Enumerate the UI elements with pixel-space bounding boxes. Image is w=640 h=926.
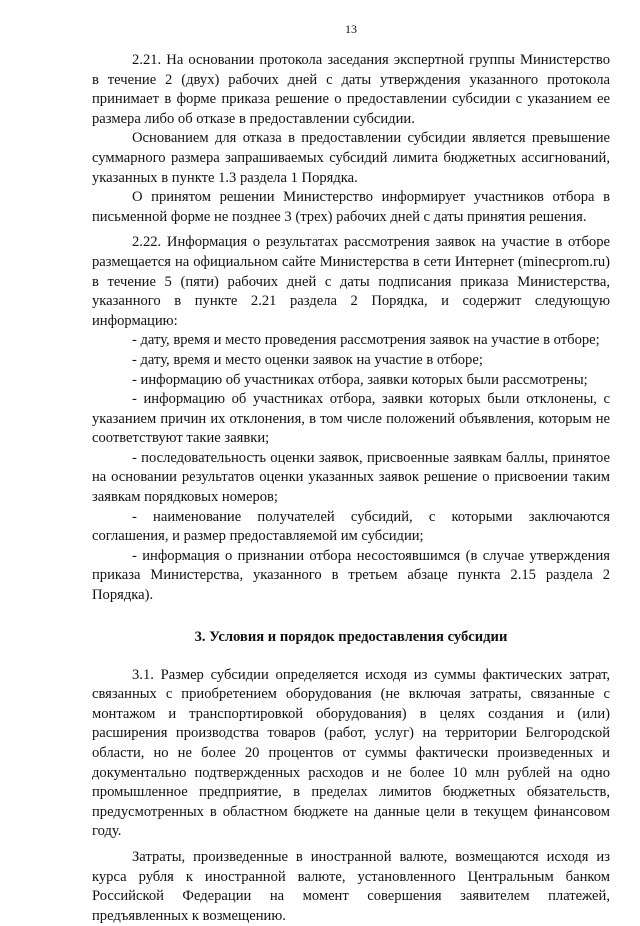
list-item: - информацию об участниках отбора, заявки которых были отклонены, с указанием причин их отклонения, в том числе положений объявления, которым не соответствуют такие заявки; [92,391,610,447]
paragraph-refusal-grounds: Основанием для отказа в предоставлении субсидии является превышение суммарного размера запрашиваемых субсидий лимита бюджетных ассигнований, указанных в пункте 1.3 раздела 1 Порядка. [92,130,610,186]
list-item: - наименование получателей субсидий, с которыми заключаются соглашения, и размер предоставляемой им субсидии; [92,508,610,545]
paragraphs-after [92,666,610,926]
list-item: - информацию об участниках отбора, заявки которых были рассмотрены; [132,371,588,388]
list-item: - дату, время и место оценки заявок на участие в отборе; [132,351,483,368]
paragraphs-before [92,51,610,606]
list-item: - дату, время и место проведения рассмотрения заявок на участие в отборе; [132,332,600,349]
paragraph-2-21: 2.21. На основании протокола заседания экспертной группы Министерство в течение 2 (двух) рабочих дней с даты утверждения указанного протокола принимает в форме приказа решение о предоставлении субсидии с указанием ее размера либо об отказе в предоставлении субсидии. [92,52,610,127]
list-item: - информация о признании отбора несостоявшимся (в случае утверждения приказа Министерства, указанного в третьем абзаце пункта 2.15 раздела 2 Порядка). [92,547,610,604]
page-number: 13 [345,22,357,36]
paragraph-notification: О принятом решении Министерство информирует участников отбора в письменной форме не позднее 3 (трех) рабочих дней с даты принятия решения. [92,189,610,225]
paragraph-foreign-currency: Затраты, произведенные в иностранной валюте, возмещаются исходя из курса рубля к иностранной валюте, установленного Центральным банком Российской Федерации на момент совершения заявителем платежей, предъявленных к возмещению. [92,848,610,924]
section-heading: 3. Условия и порядок предоставления субсидии [194,628,508,645]
list-item: - последовательность оценки заявок, присвоенные заявкам баллы, принятое на основании результатов оценки указанных заявок решение о присвоении таким заявкам порядковых номеров; [92,449,610,506]
paragraph-2-22: 2.22. Информация о результатах рассмотрения заявок на участие в отборе размещается на официальном сайте Министерства в сети Интернет (minecprom.ru) в течение 5 (пяти) рабочих дней с даты подписания приказа Министерства, указанного в пункте 2.21 раздела 2 Порядка, и содержит следующую информацию: [92,234,610,329]
paragraph-3-1: 3.1. Размер субсидии определяется исходя из суммы фактических затрат, связанных с приобретением оборудования (не включая затраты, связанные с монтажом и транспортировкой оборудования) в целях создания и (или) расширения производства товаров (работ, услуг) на территории Белгородской области, но не более 20 процентов от суммы фактически произведенных и документально подтвержденных расходов и не более 10 млн рублей на одно промышленное предприятие, в пределах лимитов бюджетных обязательств, предусмотренных в областном бюджете на данные цели в текущем финансовом году. [92,666,610,840]
